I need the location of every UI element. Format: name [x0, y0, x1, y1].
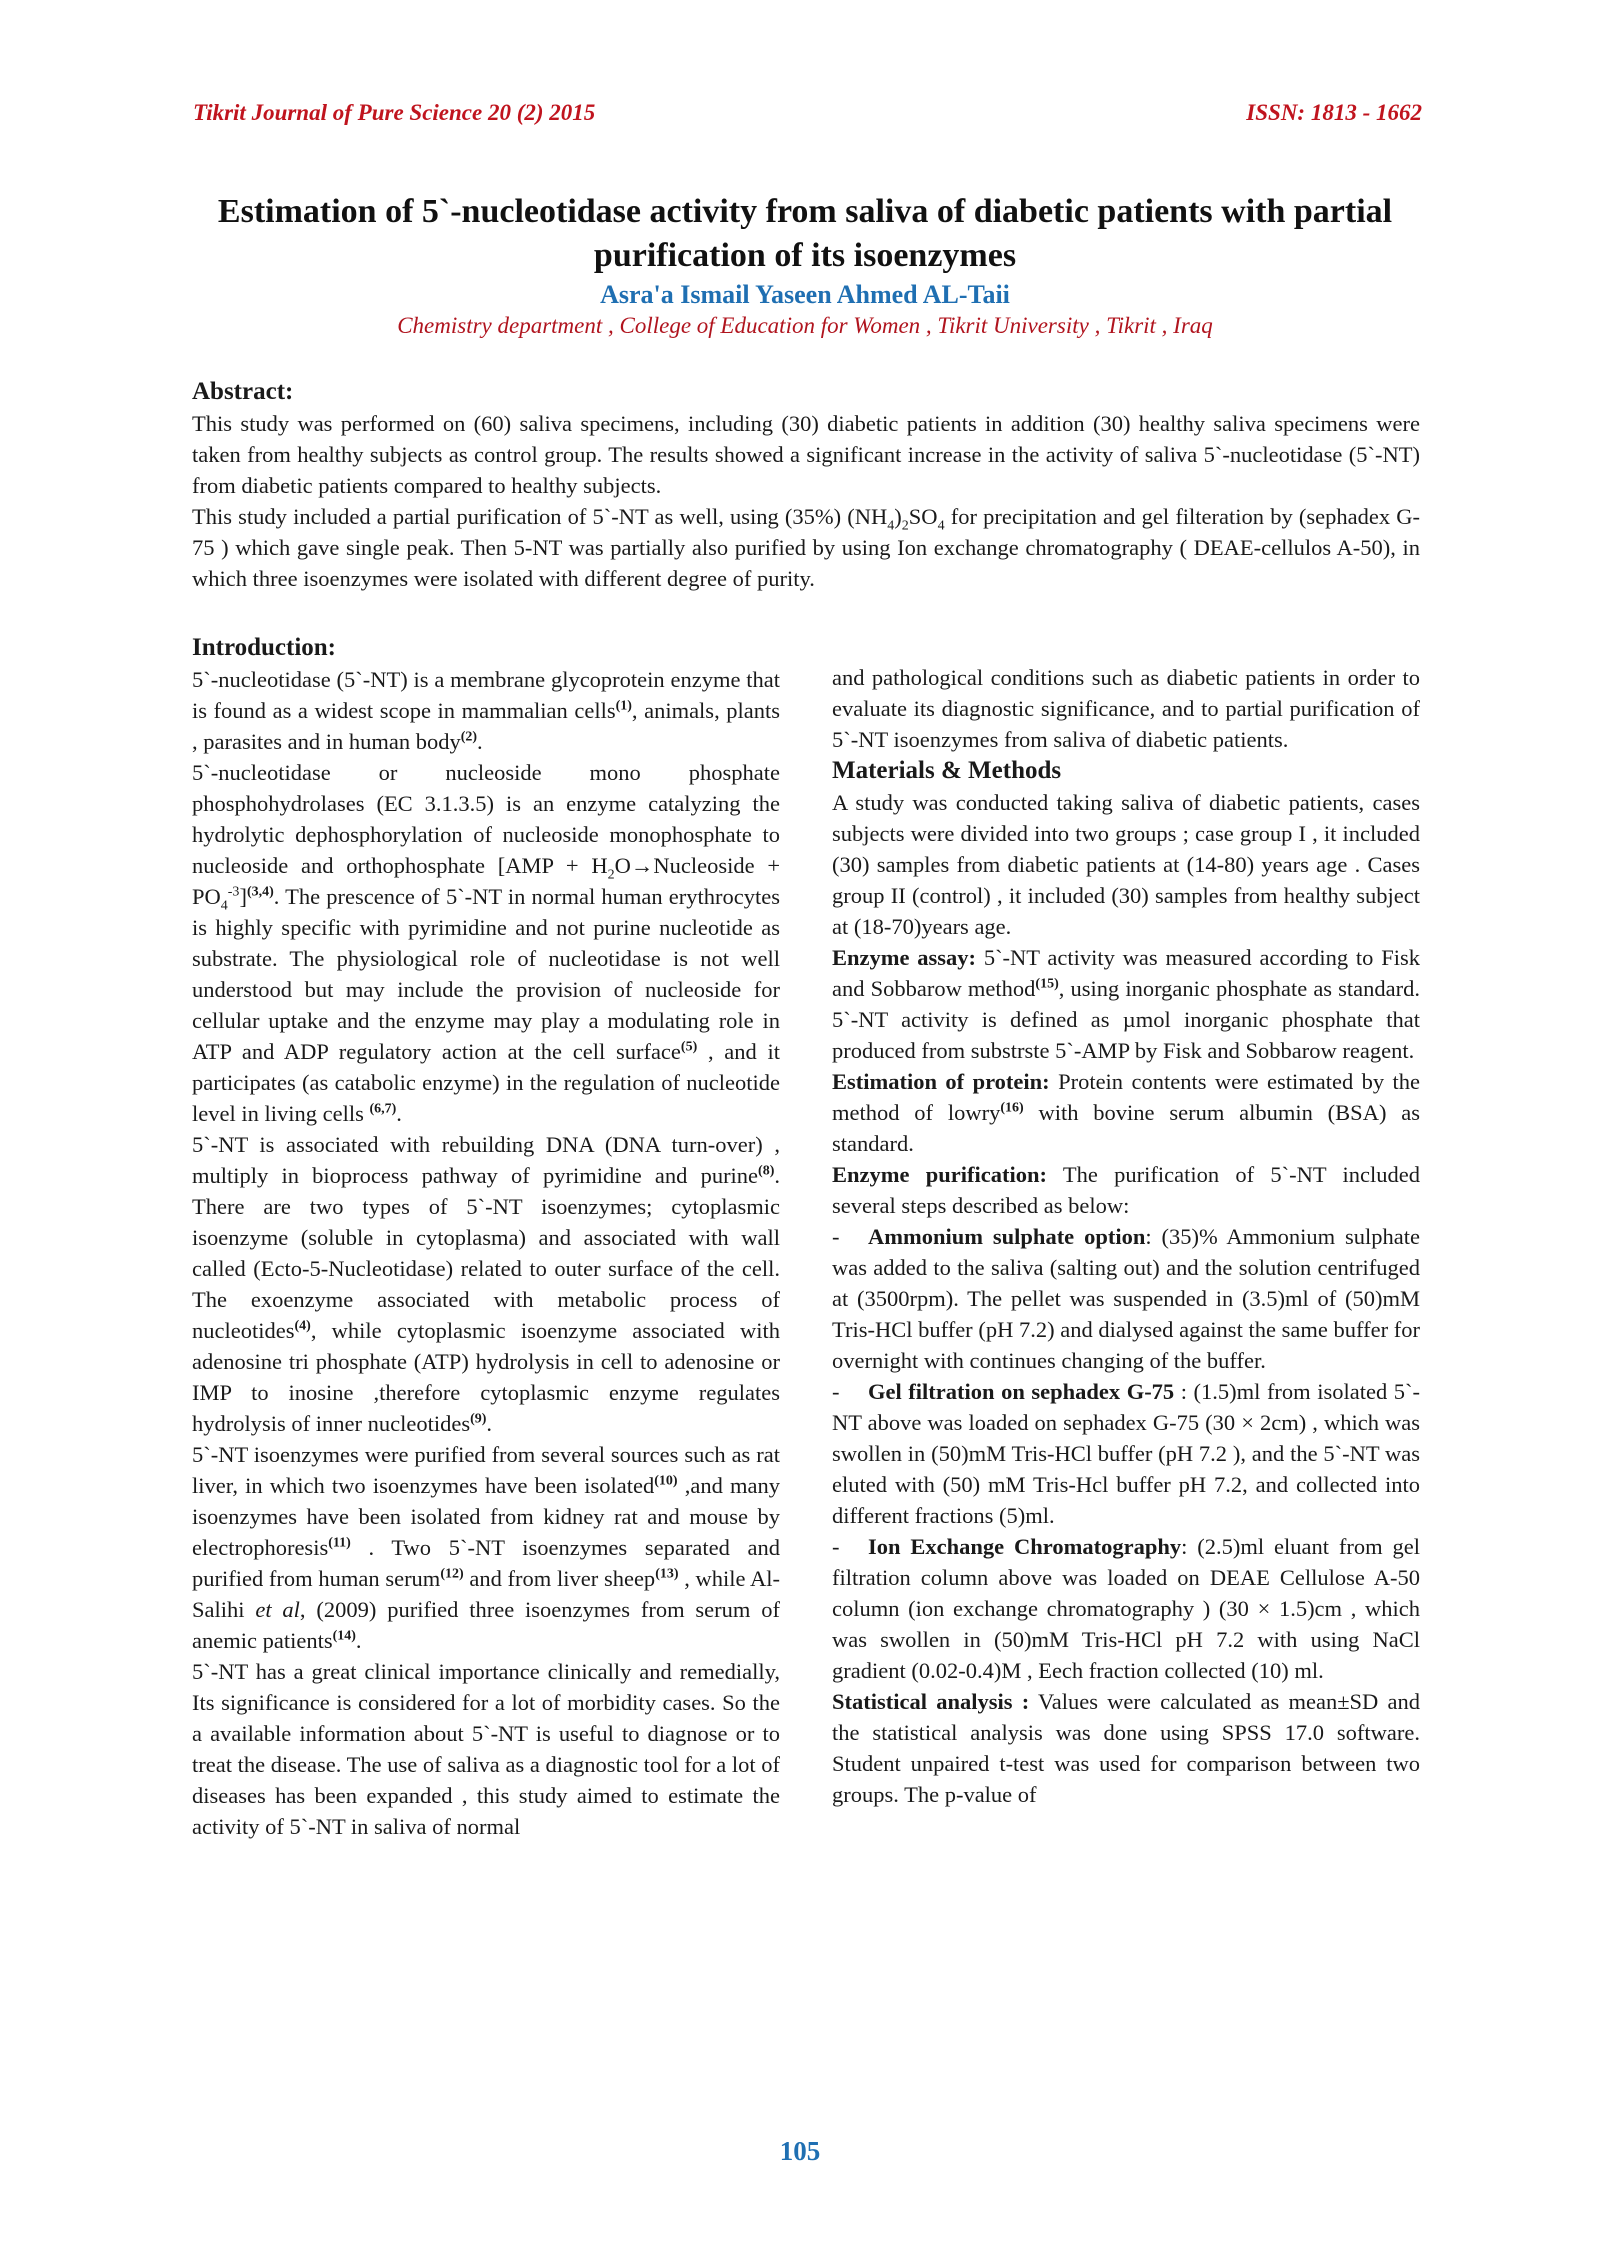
abstract-paragraph: This study was performed on (60) saliva specimens, including (30) diabetic patients in addition (30) healthy saliva specimens were taken from healthy subjects as control group. The results showed a significant increase in the activity of saliva 5`-nucleotidase (5`-NT) from diabetic patients compared to healthy subjects. — [192, 411, 1420, 498]
intro-paragraph: 5`-nucleotidase (5`-NT) is a membrane glycoprotein enzyme that is found as a widest scope in mammalian cells$^{(1)}$, animals, plants , parasites and in human body$^{(2)}$. — [192, 667, 780, 754]
methods-heading: Materials & Methods — [832, 757, 1062, 784]
left-column — [192, 632, 780, 1842]
protein-estimation-paragraph: Estimation of protein: Protein contents were estimated by the method of lowry$^{(16)}$ with bovine serum albumin (BSA) as standard. — [832, 1069, 1420, 1156]
purification-step: - Ammonium sulphate option: (35)% Ammonium sulphate was added to the saliva (salting out) and the solution centrifuged at (3500rpm). The pellet was suspended in (3.5)ml of (50)mM Tris-HCl buffer (pH 7.2) and dialysed against the same buffer for overnight with continues changing of the buffer. — [832, 1224, 1420, 1373]
abstract-heading: Abstract: — [192, 378, 294, 405]
intro-paragraph: 5`-NT isoenzymes were purified from several sources such as rat liver, in which two isoenzymes have been isolated$^{(10)}$ ,and many isoenzymes have been isolated from kidney rat and mouse by electrophoresis$^{(11)}$ . Two 5`-NT isoenzymes separated and purified from human serum$^{(12)}$ and from liver sheep$^{(13)}$ , while Al-Salihi et al, (2009) purified three isoenzymes from serum of anemic patients$^{(14)}$. — [192, 1442, 781, 1653]
abstract-section — [192, 376, 1420, 594]
citation[interactable]: (8) — [758, 1163, 775, 1179]
citation[interactable]: (13) — [655, 1566, 679, 1582]
citation[interactable]: (6,7) — [369, 1101, 397, 1117]
author-name: Asra'a Ismail Yaseen Ahmed AL-Taii — [600, 280, 1010, 309]
citation[interactable]: (10) — [654, 1473, 678, 1489]
intro-paragraph: 5`-NT is associated with rebuilding DNA (DNA turn-over) , multiply in bioprocess pathway of pyrimidine and purine$^{(8)}$. There are two types of 5`-NT isoenzymes; cytoplasmic isoenzyme (soluble in cytoplasma) and associated with wall called (Ecto-5-Nucleotidase) related to outer surface of the cell. The exoenzyme associated with metabolic process of nucleotides$^{(4)}$, while cytoplasmic isoenzyme associated with adenosine tri phosphate (ATP) hydrolysis in cell to adenosine or IMP to inosine ,therefore cytoplasmic enzyme regulates hydrolysis of inner nucleotides$^{(9)}$. — [192, 1132, 780, 1436]
citation[interactable]: (4) — [294, 1318, 311, 1334]
issn-header: ISSN: 1813 - 1662 — [1246, 100, 1422, 125]
intro-paragraph: 5`-NT has a great clinical importance clinically and remedially, Its significance is considered for a lot of morbidity cases. So the a available information about 5`-NT is useful to diagnose or to treat the disease. The use of saliva as a diagnostic tool for a lot of diseases has been expanded , this study aimed to estimate the activity of 5`-NT in saliva of normal — [192, 1659, 780, 1839]
article-title: Estimation of 5`-nucleotidase activity from saliva of diabetic patients with partial purification of its isoenzymes — [217, 193, 1393, 274]
citation[interactable]: (16) — [1000, 1100, 1024, 1116]
statistical-analysis-paragraph: Statistical analysis : Values were calculated as mean±SD and the statistical analysis was done using SPSS 17.0 software. Student unpaired t-test was used for comparison between two groups. The p-value of — [832, 1689, 1420, 1807]
citation[interactable]: (2) — [460, 729, 478, 745]
citation[interactable]: (3,4) — [246, 884, 274, 900]
introduction-heading: Introduction: — [192, 634, 337, 661]
purification-step: - Ion Exchange Chromatography: (2.5)ml eluant from gel filtration column above was loaded on DEAE Cellulose A-50 column (ion exchange chromatography ) (30 × 1.5)cm , which was swollen in (50)mM Tris-HCl pH 7.2 with using NaCl gradient (0.02-0.4)M , Eech fraction collected (10) ml. — [832, 1534, 1420, 1683]
purification-step: - Gel filtration on sephadex G-75 : (1.5)ml from isolated 5`-NT above was loaded on sephadex G-75 (30 × 2cm) , which was swollen in (50)mM Tris-HCl buffer (pH 7.2 ), and the 5`-NT was eluted with (50) mM Tris-Hcl buffer pH 7.2, and collected into different fractions (5)ml. — [832, 1379, 1420, 1528]
page-number: 105 — [779, 2136, 821, 2166]
citation[interactable]: (15) — [1035, 976, 1059, 992]
citation[interactable]: (5) — [680, 1039, 698, 1055]
enzyme-assay-paragraph: Enzyme assay: 5`-NT activity was measured according to Fisk and Sobbarow method$^{(15)}$, using inorganic phosphate as standard. 5`-NT activity is defined as µmol inorganic phosphate that produced from substrste 5`-AMP by Fisk and Sobbarow reagent. — [832, 945, 1421, 1063]
intro-paragraph: 5`-nucleotidase or nucleoside mono phosphate phosphohydrolases (EC 3.1.3.5) is an enzyme catalyzing the hydrolytic dephosphorylation of nucleoside monophosphate to nucleoside and orthophosphate $[AMP + H_2O\to Nucleoside + PO_4^{-3}]^{(3,4)}$. The prescence of 5`-NT in normal human erythrocytes is highly specific with pyrimidine and not purine nucleotide as substrate. The physiological role of nucleotidase is not well understood but may include the provision of nucleoside for cellular uptake and the enzyme may play a modulating role in ATP and ADP regulatory action at the cell surface$^{(5)}$ , and it participates (as catabolic enzyme) in the regulation of nucleotide level in living cells $^{(6,7)}$. — [192, 760, 781, 1126]
citation[interactable]: (1) — [615, 698, 632, 714]
citation[interactable]: (11) — [328, 1535, 351, 1551]
methods-paragraph: A study was conducted taking saliva of diabetic patients, cases subjects were divided into two groups ; case group I , it included (30) samples from diabetic patients at (14-80) years age . Cases group II (control) , it included (30) samples from healthy subject at (18-70)years age. — [832, 790, 1420, 939]
citation[interactable]: (14) — [332, 1628, 356, 1644]
right-column — [832, 662, 1420, 1810]
journal-header: Tikrit Journal of Pure Science 20 (2) 2015 — [193, 100, 596, 125]
citation[interactable]: (12) — [440, 1566, 464, 1582]
intro-paragraph-continued: and pathological conditions such as diabetic patients in order to evaluate its diagnostic significance, and to partial purification of 5`-NT isoenzymes from saliva of diabetic patients. — [832, 665, 1420, 752]
abstract-paragraph: This study included a partial purification of 5`-NT as well, using (35%) $(NH_4)_2SO_4$ for precipitation and gel filteration by (sephadex G-75 ) which gave single peak. Then 5-NT was partially also purified by using Ion exchange chromatography ( DEAE-cellulos A-50), in which three isoenzymes were isolated with different degree of purity. — [192, 504, 1420, 591]
citation[interactable]: (9) — [470, 1411, 487, 1427]
author-affiliation: Chemistry department , College of Education for Women , Tikrit University , Tikrit , Iraq — [397, 313, 1213, 338]
enzyme-purification-paragraph: Enzyme purification: The purification of 5`-NT included several steps described as below: — [832, 1162, 1420, 1218]
